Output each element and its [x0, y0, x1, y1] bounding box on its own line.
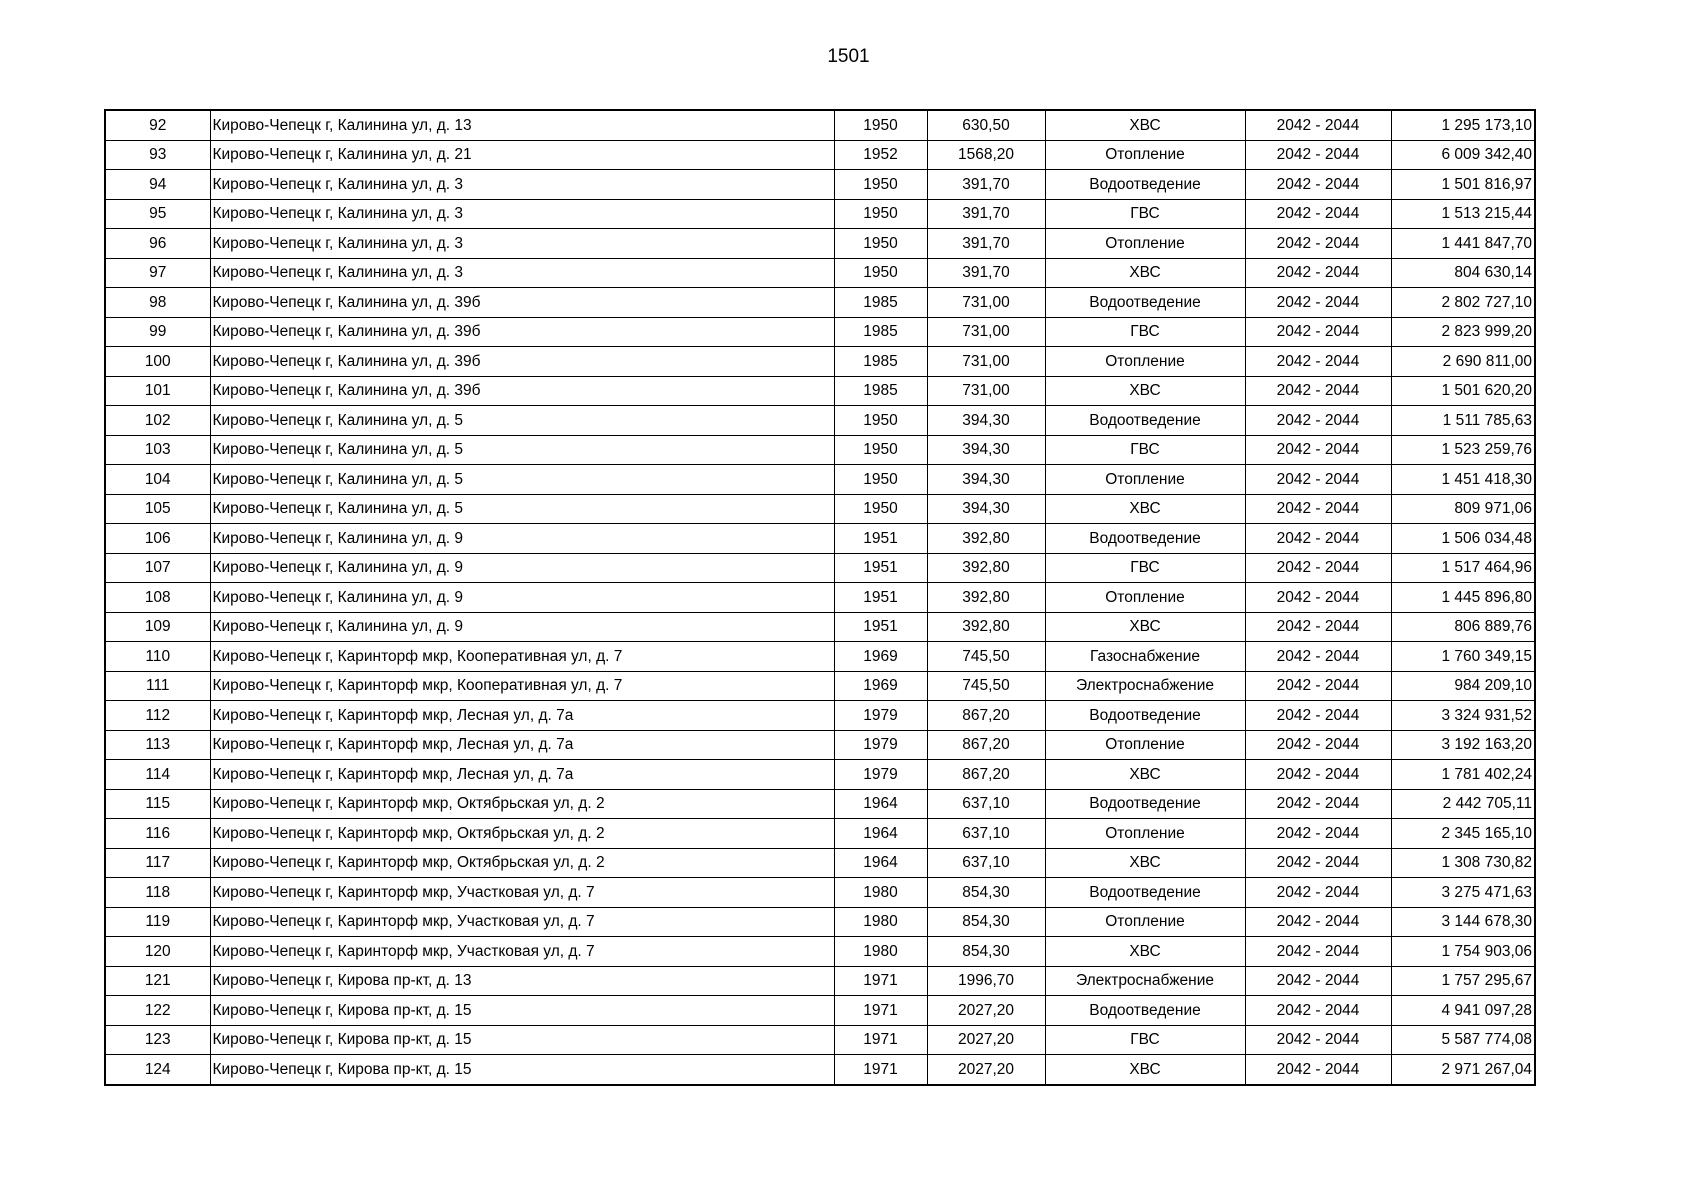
table-row — [105, 406, 1535, 436]
period-cell: 2042 - 2044 — [1245, 1025, 1391, 1055]
table-body — [105, 110, 1535, 1085]
cost-cell: 1 757 295,67 — [1391, 966, 1535, 996]
table-row — [105, 288, 1535, 318]
address-cell: Кирово-Чепецк г, Калинина ул, д. 5 — [210, 494, 834, 524]
address-cell: Кирово-Чепецк г, Калинина ул, д. 9 — [210, 553, 834, 583]
area-cell: 637,10 — [927, 789, 1045, 819]
build-year-cell: 1950 — [834, 110, 927, 140]
build-year-cell: 1950 — [834, 465, 927, 495]
cost-cell: 1 501 816,97 — [1391, 170, 1535, 200]
address-cell: Кирово-Чепецк г, Калинина ул, д. 13 — [210, 110, 834, 140]
table-row — [105, 170, 1535, 200]
area-cell: 391,70 — [927, 258, 1045, 288]
build-year-cell: 1950 — [834, 199, 927, 229]
build-year-cell: 1980 — [834, 907, 927, 937]
address-cell: Кирово-Чепецк г, Каринторф мкр, Октябрьская ул, д. 2 — [210, 848, 834, 878]
cost-cell: 1 517 464,96 — [1391, 553, 1535, 583]
work-type-cell: Водоотведение — [1045, 701, 1245, 731]
period-cell: 2042 - 2044 — [1245, 907, 1391, 937]
cost-cell: 2 345 165,10 — [1391, 819, 1535, 849]
cost-cell: 804 630,14 — [1391, 258, 1535, 288]
work-type-cell: Водоотведение — [1045, 170, 1245, 200]
address-cell: Кирово-Чепецк г, Калинина ул, д. 9 — [210, 612, 834, 642]
address-cell: Кирово-Чепецк г, Калинина ул, д. 9 — [210, 524, 834, 554]
period-cell: 2042 - 2044 — [1245, 730, 1391, 760]
period-cell: 2042 - 2044 — [1245, 170, 1391, 200]
period-cell: 2042 - 2044 — [1245, 406, 1391, 436]
period-cell: 2042 - 2044 — [1245, 110, 1391, 140]
area-cell: 391,70 — [927, 199, 1045, 229]
work-type-cell: Отопление — [1045, 465, 1245, 495]
cost-cell: 1 754 903,06 — [1391, 937, 1535, 967]
area-cell: 854,30 — [927, 878, 1045, 908]
work-type-cell: Отопление — [1045, 229, 1245, 259]
address-cell: Кирово-Чепецк г, Каринторф мкр, Кооперативная ул, д. 7 — [210, 642, 834, 672]
work-type-cell: Электроснабжение — [1045, 966, 1245, 996]
period-cell: 2042 - 2044 — [1245, 347, 1391, 377]
area-cell: 2027,20 — [927, 996, 1045, 1026]
build-year-cell: 1951 — [834, 524, 927, 554]
row-number: 123 — [105, 1025, 210, 1055]
area-cell: 394,30 — [927, 465, 1045, 495]
row-number: 112 — [105, 701, 210, 731]
period-cell: 2042 - 2044 — [1245, 288, 1391, 318]
work-type-cell: Водоотведение — [1045, 878, 1245, 908]
address-cell: Кирово-Чепецк г, Кирова пр-кт, д. 15 — [210, 1025, 834, 1055]
cost-cell: 2 690 811,00 — [1391, 347, 1535, 377]
row-number: 109 — [105, 612, 210, 642]
work-type-cell: Электроснабжение — [1045, 671, 1245, 701]
table-row — [105, 524, 1535, 554]
row-number: 102 — [105, 406, 210, 436]
table-row — [105, 494, 1535, 524]
address-cell: Кирово-Чепецк г, Каринторф мкр, Участковая ул, д. 7 — [210, 937, 834, 967]
table-row — [105, 789, 1535, 819]
work-type-cell: Водоотведение — [1045, 996, 1245, 1026]
area-cell: 867,20 — [927, 701, 1045, 731]
table-row — [105, 966, 1535, 996]
cost-cell: 1 760 349,15 — [1391, 642, 1535, 672]
address-cell: Кирово-Чепецк г, Кирова пр-кт, д. 15 — [210, 996, 834, 1026]
row-number: 93 — [105, 140, 210, 170]
table-row — [105, 1025, 1535, 1055]
period-cell: 2042 - 2044 — [1245, 553, 1391, 583]
row-number: 105 — [105, 494, 210, 524]
work-type-cell: Отопление — [1045, 583, 1245, 613]
area-cell: 391,70 — [927, 229, 1045, 259]
period-cell: 2042 - 2044 — [1245, 199, 1391, 229]
build-year-cell: 1964 — [834, 819, 927, 849]
build-year-cell: 1950 — [834, 494, 927, 524]
row-number: 110 — [105, 642, 210, 672]
cost-cell: 2 971 267,04 — [1391, 1055, 1535, 1085]
cost-cell: 1 441 847,70 — [1391, 229, 1535, 259]
table-row — [105, 848, 1535, 878]
work-type-cell: Газоснабжение — [1045, 642, 1245, 672]
cost-cell: 4 941 097,28 — [1391, 996, 1535, 1026]
area-cell: 854,30 — [927, 907, 1045, 937]
period-cell: 2042 - 2044 — [1245, 819, 1391, 849]
row-number: 117 — [105, 848, 210, 878]
work-type-cell: ХВС — [1045, 258, 1245, 288]
period-cell: 2042 - 2044 — [1245, 996, 1391, 1026]
area-cell: 731,00 — [927, 347, 1045, 377]
work-type-cell: Отопление — [1045, 140, 1245, 170]
row-number: 107 — [105, 553, 210, 583]
row-number: 113 — [105, 730, 210, 760]
build-year-cell: 1969 — [834, 642, 927, 672]
cost-cell: 809 971,06 — [1391, 494, 1535, 524]
area-cell: 867,20 — [927, 730, 1045, 760]
row-number: 101 — [105, 376, 210, 406]
row-number: 95 — [105, 199, 210, 229]
build-year-cell: 1971 — [834, 1025, 927, 1055]
work-type-cell: ГВС — [1045, 1025, 1245, 1055]
address-cell: Кирово-Чепецк г, Каринторф мкр, Октябрьская ул, д. 2 — [210, 789, 834, 819]
row-number: 119 — [105, 907, 210, 937]
address-cell: Кирово-Чепецк г, Калинина ул, д. 3 — [210, 229, 834, 259]
cost-cell: 3 192 163,20 — [1391, 730, 1535, 760]
row-number: 118 — [105, 878, 210, 908]
work-type-cell: Отопление — [1045, 730, 1245, 760]
address-cell: Кирово-Чепецк г, Калинина ул, д. 3 — [210, 170, 834, 200]
area-cell: 731,00 — [927, 376, 1045, 406]
period-cell: 2042 - 2044 — [1245, 376, 1391, 406]
row-number: 100 — [105, 347, 210, 377]
table-row — [105, 1055, 1535, 1085]
row-number: 98 — [105, 288, 210, 318]
build-year-cell: 1950 — [834, 406, 927, 436]
area-cell: 391,70 — [927, 170, 1045, 200]
cost-cell: 806 889,76 — [1391, 612, 1535, 642]
period-cell: 2042 - 2044 — [1245, 878, 1391, 908]
work-type-cell: ХВС — [1045, 760, 1245, 790]
area-cell: 731,00 — [927, 288, 1045, 318]
table-row — [105, 229, 1535, 259]
row-number: 97 — [105, 258, 210, 288]
cost-cell: 6 009 342,40 — [1391, 140, 1535, 170]
area-cell: 745,50 — [927, 671, 1045, 701]
work-type-cell: Отопление — [1045, 347, 1245, 377]
build-year-cell: 1950 — [834, 435, 927, 465]
address-cell: Кирово-Чепецк г, Калинина ул, д. 5 — [210, 465, 834, 495]
work-type-cell: ГВС — [1045, 553, 1245, 583]
work-type-cell: Водоотведение — [1045, 406, 1245, 436]
address-cell: Кирово-Чепецк г, Калинина ул, д. 39б — [210, 288, 834, 318]
area-cell: 745,50 — [927, 642, 1045, 672]
work-type-cell: ХВС — [1045, 376, 1245, 406]
area-cell: 392,80 — [927, 612, 1045, 642]
address-cell: Кирово-Чепецк г, Калинина ул, д. 9 — [210, 583, 834, 613]
table-row — [105, 317, 1535, 347]
build-year-cell: 1951 — [834, 612, 927, 642]
repair-schedule-table — [104, 109, 1536, 1086]
row-number: 108 — [105, 583, 210, 613]
row-number: 121 — [105, 966, 210, 996]
period-cell: 2042 - 2044 — [1245, 642, 1391, 672]
build-year-cell: 1985 — [834, 317, 927, 347]
cost-cell: 1 295 173,10 — [1391, 110, 1535, 140]
work-type-cell: Водоотведение — [1045, 288, 1245, 318]
build-year-cell: 1971 — [834, 996, 927, 1026]
area-cell: 867,20 — [927, 760, 1045, 790]
work-type-cell: Отопление — [1045, 819, 1245, 849]
address-cell: Кирово-Чепецк г, Калинина ул, д. 5 — [210, 435, 834, 465]
address-cell: Кирово-Чепецк г, Каринторф мкр, Участковая ул, д. 7 — [210, 878, 834, 908]
build-year-cell: 1971 — [834, 966, 927, 996]
cost-cell: 5 587 774,08 — [1391, 1025, 1535, 1055]
address-cell: Кирово-Чепецк г, Калинина ул, д. 5 — [210, 406, 834, 436]
cost-cell: 1 308 730,82 — [1391, 848, 1535, 878]
address-cell: Кирово-Чепецк г, Калинина ул, д. 39б — [210, 376, 834, 406]
build-year-cell: 1980 — [834, 878, 927, 908]
cost-cell: 3 144 678,30 — [1391, 907, 1535, 937]
period-cell: 2042 - 2044 — [1245, 671, 1391, 701]
row-number: 103 — [105, 435, 210, 465]
address-cell: Кирово-Чепецк г, Каринторф мкр, Октябрьская ул, д. 2 — [210, 819, 834, 849]
table-row — [105, 701, 1535, 731]
build-year-cell: 1979 — [834, 701, 927, 731]
address-cell: Кирово-Чепецк г, Калинина ул, д. 21 — [210, 140, 834, 170]
period-cell: 2042 - 2044 — [1245, 966, 1391, 996]
table-row — [105, 730, 1535, 760]
cost-cell: 1 506 034,48 — [1391, 524, 1535, 554]
table-row — [105, 760, 1535, 790]
build-year-cell: 1951 — [834, 583, 927, 613]
table-row — [105, 671, 1535, 701]
work-type-cell: Отопление — [1045, 907, 1245, 937]
table-row — [105, 937, 1535, 967]
row-number: 124 — [105, 1055, 210, 1085]
work-type-cell: ХВС — [1045, 612, 1245, 642]
cost-cell: 1 451 418,30 — [1391, 465, 1535, 495]
address-cell: Кирово-Чепецк г, Каринторф мкр, Лесная ул, д. 7а — [210, 730, 834, 760]
build-year-cell: 1952 — [834, 140, 927, 170]
area-cell: 394,30 — [927, 435, 1045, 465]
period-cell: 2042 - 2044 — [1245, 140, 1391, 170]
build-year-cell: 1950 — [834, 229, 927, 259]
work-type-cell: Водоотведение — [1045, 524, 1245, 554]
table-row — [105, 199, 1535, 229]
address-cell: Кирово-Чепецк г, Кирова пр-кт, д. 13 — [210, 966, 834, 996]
row-number: 99 — [105, 317, 210, 347]
address-cell: Кирово-Чепецк г, Каринторф мкр, Участковая ул, д. 7 — [210, 907, 834, 937]
table-row — [105, 140, 1535, 170]
build-year-cell: 1980 — [834, 937, 927, 967]
build-year-cell: 1950 — [834, 258, 927, 288]
period-cell: 2042 - 2044 — [1245, 760, 1391, 790]
table-row — [105, 878, 1535, 908]
area-cell: 2027,20 — [927, 1055, 1045, 1085]
area-cell: 630,50 — [927, 110, 1045, 140]
table-row — [105, 465, 1535, 495]
area-cell: 731,00 — [927, 317, 1045, 347]
area-cell: 1568,20 — [927, 140, 1045, 170]
cost-cell: 1 513 215,44 — [1391, 199, 1535, 229]
row-number: 92 — [105, 110, 210, 140]
work-type-cell: ХВС — [1045, 937, 1245, 967]
cost-cell: 984 209,10 — [1391, 671, 1535, 701]
period-cell: 2042 - 2044 — [1245, 789, 1391, 819]
build-year-cell: 1985 — [834, 347, 927, 377]
period-cell: 2042 - 2044 — [1245, 524, 1391, 554]
row-number: 96 — [105, 229, 210, 259]
address-cell: Кирово-Чепецк г, Каринторф мкр, Лесная ул, д. 7а — [210, 701, 834, 731]
address-cell: Кирово-Чепецк г, Каринторф мкр, Кооперативная ул, д. 7 — [210, 671, 834, 701]
cost-cell: 1 523 259,76 — [1391, 435, 1535, 465]
cost-cell: 1 511 785,63 — [1391, 406, 1535, 436]
page-number: 1501 — [827, 46, 870, 67]
table-row — [105, 907, 1535, 937]
address-cell: Кирово-Чепецк г, Кирова пр-кт, д. 15 — [210, 1055, 834, 1085]
address-cell: Кирово-Чепецк г, Калинина ул, д. 39б — [210, 317, 834, 347]
area-cell: 1996,70 — [927, 966, 1045, 996]
table-row — [105, 612, 1535, 642]
table-row — [105, 347, 1535, 377]
build-year-cell: 1979 — [834, 730, 927, 760]
address-cell: Кирово-Чепецк г, Калинина ул, д. 3 — [210, 258, 834, 288]
period-cell: 2042 - 2044 — [1245, 848, 1391, 878]
build-year-cell: 1969 — [834, 671, 927, 701]
build-year-cell: 1985 — [834, 288, 927, 318]
work-type-cell: Водоотведение — [1045, 789, 1245, 819]
period-cell: 2042 - 2044 — [1245, 612, 1391, 642]
work-type-cell: ХВС — [1045, 494, 1245, 524]
address-cell: Кирово-Чепецк г, Калинина ул, д. 39б — [210, 347, 834, 377]
cost-cell: 1 781 402,24 — [1391, 760, 1535, 790]
area-cell: 392,80 — [927, 583, 1045, 613]
cost-cell: 2 442 705,11 — [1391, 789, 1535, 819]
cost-cell: 2 823 999,20 — [1391, 317, 1535, 347]
work-type-cell: ХВС — [1045, 110, 1245, 140]
area-cell: 394,30 — [927, 494, 1045, 524]
table-row — [105, 553, 1535, 583]
build-year-cell: 1979 — [834, 760, 927, 790]
row-number: 116 — [105, 819, 210, 849]
table-row — [105, 435, 1535, 465]
build-year-cell: 1964 — [834, 789, 927, 819]
period-cell: 2042 - 2044 — [1245, 465, 1391, 495]
row-number: 104 — [105, 465, 210, 495]
work-type-cell: ХВС — [1045, 848, 1245, 878]
address-cell: Кирово-Чепецк г, Калинина ул, д. 3 — [210, 199, 834, 229]
build-year-cell: 1951 — [834, 553, 927, 583]
period-cell: 2042 - 2044 — [1245, 583, 1391, 613]
row-number: 94 — [105, 170, 210, 200]
row-number: 114 — [105, 760, 210, 790]
cost-cell: 3 324 931,52 — [1391, 701, 1535, 731]
area-cell: 392,80 — [927, 553, 1045, 583]
row-number: 120 — [105, 937, 210, 967]
work-type-cell: ГВС — [1045, 435, 1245, 465]
row-number: 111 — [105, 671, 210, 701]
row-number: 115 — [105, 789, 210, 819]
period-cell: 2042 - 2044 — [1245, 258, 1391, 288]
table-row — [105, 819, 1535, 849]
area-cell: 2027,20 — [927, 1025, 1045, 1055]
table-row — [105, 583, 1535, 613]
build-year-cell: 1964 — [834, 848, 927, 878]
area-cell: 394,30 — [927, 406, 1045, 436]
period-cell: 2042 - 2044 — [1245, 435, 1391, 465]
cost-cell: 2 802 727,10 — [1391, 288, 1535, 318]
period-cell: 2042 - 2044 — [1245, 937, 1391, 967]
cost-cell: 3 275 471,63 — [1391, 878, 1535, 908]
table-row — [105, 258, 1535, 288]
table-row — [105, 996, 1535, 1026]
period-cell: 2042 - 2044 — [1245, 494, 1391, 524]
build-year-cell: 1985 — [834, 376, 927, 406]
period-cell: 2042 - 2044 — [1245, 317, 1391, 347]
work-type-cell: ГВС — [1045, 199, 1245, 229]
area-cell: 637,10 — [927, 819, 1045, 849]
work-type-cell: ГВС — [1045, 317, 1245, 347]
table-row — [105, 376, 1535, 406]
period-cell: 2042 - 2044 — [1245, 229, 1391, 259]
build-year-cell: 1950 — [834, 170, 927, 200]
area-cell: 854,30 — [927, 937, 1045, 967]
table-row — [105, 110, 1535, 140]
cost-cell: 1 445 896,80 — [1391, 583, 1535, 613]
work-type-cell: ХВС — [1045, 1055, 1245, 1085]
cost-cell: 1 501 620,20 — [1391, 376, 1535, 406]
table-row — [105, 642, 1535, 672]
period-cell: 2042 - 2044 — [1245, 701, 1391, 731]
row-number: 106 — [105, 524, 210, 554]
row-number: 122 — [105, 996, 210, 1026]
address-cell: Кирово-Чепецк г, Каринторф мкр, Лесная ул, д. 7а — [210, 760, 834, 790]
period-cell: 2042 - 2044 — [1245, 1055, 1391, 1085]
area-cell: 637,10 — [927, 848, 1045, 878]
build-year-cell: 1971 — [834, 1055, 927, 1085]
area-cell: 392,80 — [927, 524, 1045, 554]
